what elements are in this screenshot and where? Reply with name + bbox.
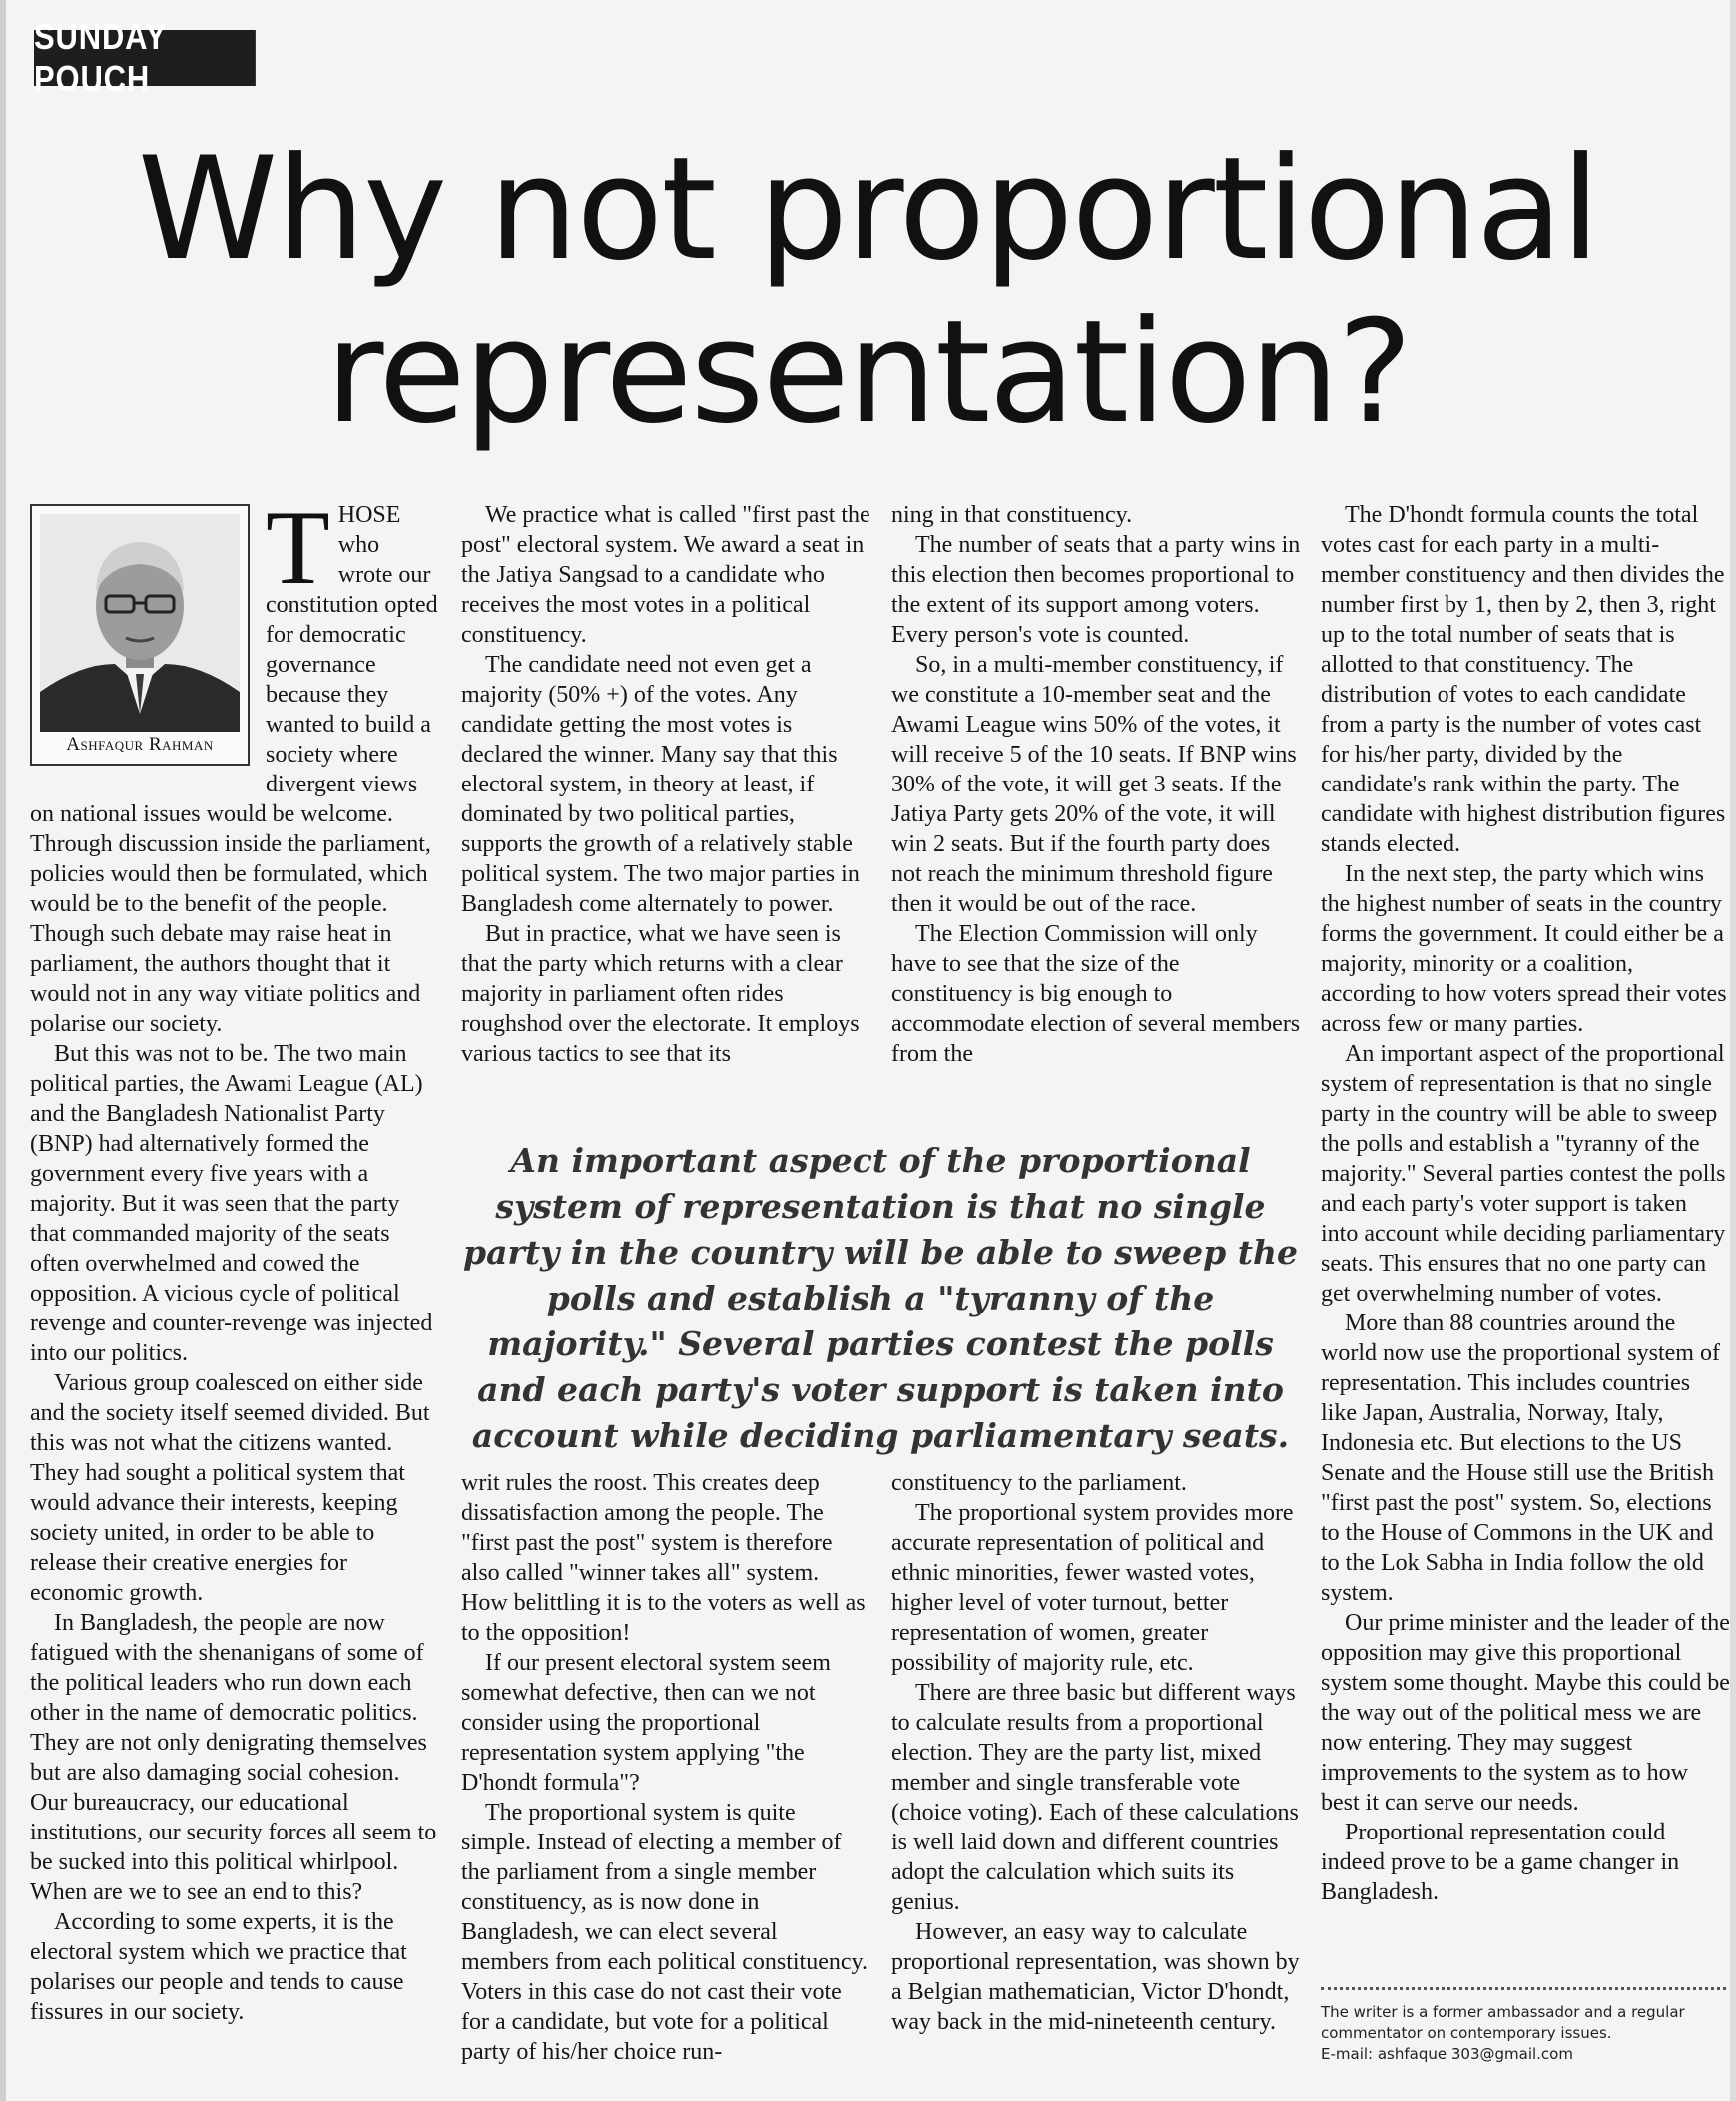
paragraph: So, in a multi-member constituency, if we constitute a 10-member seat and the Awami League wins 50% of the votes, it will receive 5 of the 10 seats. If BNP wins 30% of the vote, it will get 3 seats. If the Jatiya Party gets 20% of the vote, it will win 2 seats. But if the fourth party does not reach the minimum threshold figure then it would be out of the race. xyxy=(891,652,1297,917)
paragraph: There are three basic but different ways to calculate results from a proportional election. They are the party list, mixed member and single transferable vote (choice voting). Each of these calculations is well laid down and different countries adopt the calculation which suits its genius. xyxy=(891,1680,1299,1915)
author-photo xyxy=(30,504,250,766)
paragraph: However, an easy way to calculate proportional representation, was shown by a Belgian mathematician, Victor D'hondt, way back in the mid-nineteenth century. xyxy=(891,1919,1300,2035)
paragraph: If our present electoral system seem somewhat defective, then can we not consider using the proportional representation system applying "the D'hondt formula"? xyxy=(461,1650,831,1796)
paragraph: The number of seats that a party wins in this election then becomes proportional to the extent of its support among voters. Every person's vote is counted. xyxy=(891,532,1301,648)
paragraph: writ rules the roost. This creates deep dissatisfaction among the people. The "first past the post" system is therefore also called "winner takes all" system. How belittling it is to the voters as well as to the opposition! xyxy=(461,1470,866,1646)
paragraph: We practice what is called "first past the post" electoral system. We award a seat in the Jatiya Sangsad to a candidate who receives the most votes in a political constituency. xyxy=(461,502,870,648)
article-column-4 xyxy=(1321,500,1730,1967)
paragraph: In the next step, the party which wins the highest number of seats in the country forms the government. It could either be a majority, minority or a coalition, according to how voters spread their votes across few or many parties. xyxy=(1321,861,1727,1037)
drop-cap: T xyxy=(266,500,330,606)
paragraph: The candidate need not even get a majority (50% +) of the votes. Any candidate getting the most votes is declared the winner. Many say that this electoral system, in theory at least, if dominated by two political parties, supports the growth of a relatively stable political system. The two major parties in Bangladesh come alternately to power. xyxy=(461,652,860,917)
paragraph: But this was not to be. The two main political parties, the Awami League (AL) and the Bangladesh Nationalist Party (BNP) had alternatively formed the government every five years with a majority. But it was seen that the party that commanded majority of the seats often overwhelmed and cowed the opposition. A vicious cycle of political revenge and counter-revenge was injected into our politics. xyxy=(30,1041,433,1366)
paragraph: The proportional system is quite simple. Instead of electing a member of the parliament from a single member constituency, as is now done in Bangladesh, we can elect several members from each political constituency. Voters in this case do not cast their vote for a candidate, but vote for a political party of his/her choice run- xyxy=(461,1800,868,2065)
article-column-3-top xyxy=(891,500,1301,1099)
paragraph: ning in that constituency. xyxy=(891,502,1133,528)
article-column-1 xyxy=(30,500,439,2072)
paragraph: Proportional representation could indeed prove to be a game changer in Bangladesh. xyxy=(1321,1820,1680,1905)
paragraph: The proportional system provides more accurate representation of political and ethnic minorities, fewer wasted votes, higher level of voter turnout, better representation of women, greater possibility of majority rule, etc. xyxy=(891,1500,1294,1676)
article-column-2-bottom xyxy=(461,1468,870,2077)
author-note-line-1: The writer is a former ambassador and a regular xyxy=(1321,2003,1685,2021)
author-note-line-2: commentator on contemporary issues. xyxy=(1321,2024,1612,2042)
paragraph: HOSE who wrote our constitution opted for democratic governance because they wanted to build a society where divergent views on national issues would be welcome. Through discussion inside the parliament, policies would then be formulated, which would be to the benefit of the people. Though such debate may raise heat in parliament, the authors thought that it would not in any way vitiate politics and polarise our society. xyxy=(30,502,438,1037)
paragraph: In Bangladesh, the people are now fatigued with the shenanigans of some of the political leaders who run down each other in the name of democratic politics. They are not only denigrating themselves but are also damaging social cohesion. Our bureaucracy, our educational institutions, our security forces all seem to be sucked into this political whirlpool. When are we to see an end to this? xyxy=(30,1610,437,1905)
paragraph: More than 88 countries around the world now use the proportional system of representation. This includes countries like Japan, Australia, Norway, Italy, Indonesia etc. But elections to the US Senate and the House still use the British "first past the post" system. So, elections to the House of Commons in the UK and to the Lok Sabha in India follow the old system. xyxy=(1321,1311,1720,1606)
paragraph: According to some experts, it is the electoral system which we practice that polarises our people and tends to cause fissures in our society. xyxy=(30,1909,407,2025)
article-column-3-bottom xyxy=(891,1468,1301,2077)
article-column-2-top xyxy=(461,500,870,1099)
paragraph: But in practice, what we have seen is that the party which returns with a clear majority in parliament often rides roughshod over the electorate. It employs various tactics to see that its xyxy=(461,921,860,1067)
headline-line-1: Why not proportional xyxy=(137,127,1599,291)
paragraph: The D'hondt formula counts the total votes cast for each party in a multi-member constituency and then divides the number first by 1, then by 2, then 3, right up to the total number of seats that is allotted to that constituency. The distribution of votes to each candidate from a party is the number of votes cast for his/her party, divided by the candidate's rank within the party. The candidate with highest distribution figures stands elected. xyxy=(1321,502,1726,857)
author-name: Ashfaqur Rahman xyxy=(66,734,214,755)
paragraph: Our prime minister and the leader of the opposition may give this proportional system some thought. Maybe this could be the way out of the political mess we are now entering. They may suggest improvements to the system as to how best it can serve our needs. xyxy=(1321,1610,1730,1816)
footer-divider xyxy=(1321,1987,1726,1990)
headline-line-2: representation? xyxy=(325,290,1411,455)
author-portrait xyxy=(40,514,240,732)
paragraph: constituency to the parliament. xyxy=(891,1470,1187,1496)
section-label: SUNDAY POUCH xyxy=(34,30,256,86)
paragraph: An important aspect of the proportional system of representation is that no single party in the country will be able to sweep the polls and establish a "tyranny of the majority." Several parties contest the polls and each party's voter support is taken into account while deciding parliamentary seats. This ensures that no one party can get overwhelming number of votes. xyxy=(1321,1041,1726,1307)
author-email: E-mail: ashfaque 303@gmail.com xyxy=(1321,2045,1573,2063)
headline xyxy=(0,128,1736,455)
pull-quote: An important aspect of the proportional system of representation is that no single party in the country will be able to sweep the polls and establish a "tyranny of the majority." Several parties contest the polls and each party's voter support is taken into account while deciding parliamentary seats. xyxy=(463,1141,1298,1455)
paragraph: Various group coalesced on either side and the society itself seemed divided. But this was not what the citizens wanted. They had sought a political system that would advance their interests, keeping society united, in order to be able to release their creative energies for economic growth. xyxy=(30,1370,430,1606)
paragraph: The Election Commission will only have to see that the size of the constituency is big enough to accommodate election of several members from the xyxy=(891,921,1301,1067)
author-note xyxy=(1321,2002,1730,2065)
